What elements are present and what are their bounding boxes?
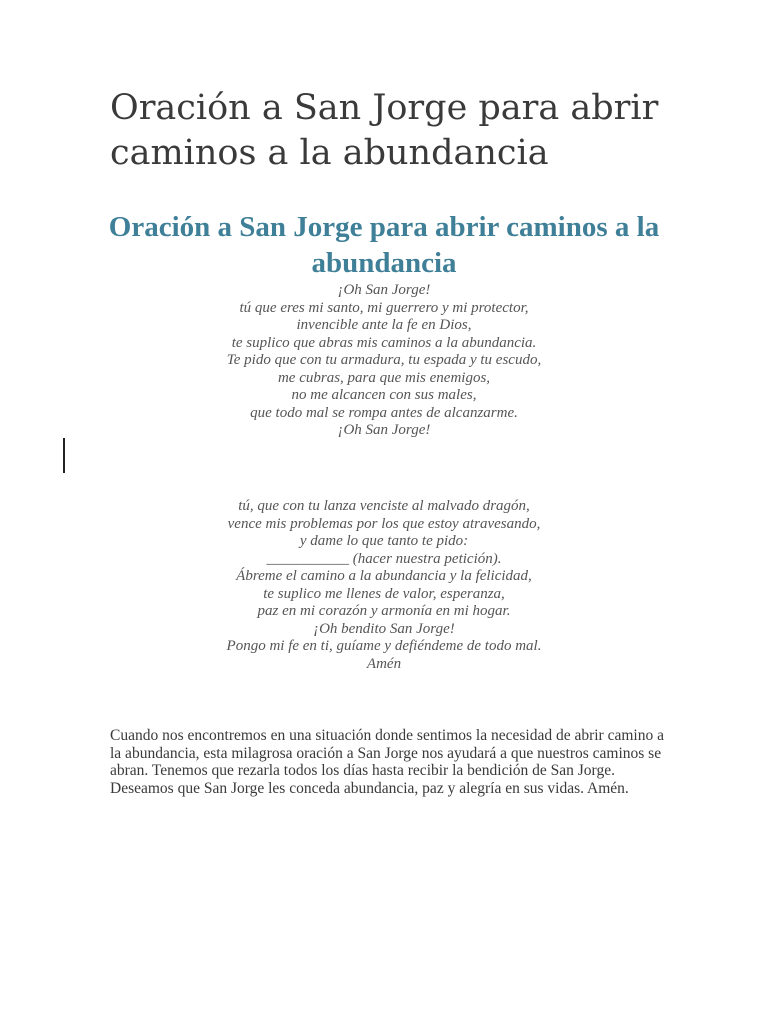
text-cursor bbox=[63, 438, 65, 473]
verse-line: paz en mi corazón y armonía en mi hogar. bbox=[257, 603, 511, 619]
verse-line: me cubras, para que mis enemigos, bbox=[277, 369, 491, 386]
verse-line: que todo mal se rompa antes de alcanzarme. bbox=[250, 404, 518, 421]
document-title: Oración a San Jorge para abrir caminos a la abundancia bbox=[110, 88, 659, 173]
verse-line: ¡Oh San Jorge! bbox=[337, 422, 431, 438]
verse-line: invencible ante la fe en Dios, bbox=[296, 317, 472, 333]
prayer-verse-2 bbox=[84, 498, 684, 673]
verse-line: tú que eres mi santo, mi guerrero y mi protector, bbox=[239, 299, 529, 316]
verse-line: te suplico que abras mis caminos a la abundancia. bbox=[231, 334, 537, 351]
prayer-verse-1 bbox=[84, 282, 684, 440]
verse-line: tú, que con tu lanza venciste al malvado dragón, bbox=[238, 498, 530, 514]
verse-line: te suplico me llenes de valor, esperanza, bbox=[263, 585, 505, 602]
verse-line: ¡Oh San Jorge! bbox=[337, 282, 431, 298]
verse-line: Pongo mi fe en ti, guíame y defiéndeme de todo mal. bbox=[226, 638, 542, 654]
verse-line: ___________ (hacer nuestra petición). bbox=[266, 550, 502, 567]
prayer-title: Oración a San Jorge para abrir caminos a la abundancia bbox=[108, 211, 660, 279]
verse-line: vence mis problemas por los que estoy atravesando, bbox=[227, 515, 541, 532]
verse-line: y dame lo que tanto te pido: bbox=[299, 533, 469, 549]
closing-paragraph: Cuando nos encontremos en una situación donde sentimos la necesidad de abrir camino a la abundancia, esta milagrosa oración a San Jorge nos ayudará a que nuestros caminos se abran. Tenemos que rezarla todos los días hasta recibir la bendición de San Jorge. Deseamos que San Jorge les conceda abundancia, paz y alegría en sus vidas. Amén. bbox=[110, 727, 664, 797]
verse-line: Te pido que con tu armadura, tu espada y tu escudo, bbox=[226, 352, 542, 368]
verse-line: no me alcancen con sus males, bbox=[291, 387, 477, 403]
verse-line: ¡Oh bendito San Jorge! bbox=[313, 620, 455, 637]
verse-line: Amén bbox=[366, 655, 402, 672]
verse-line: Ábreme el camino a la abundancia y la felicidad, bbox=[236, 568, 532, 584]
